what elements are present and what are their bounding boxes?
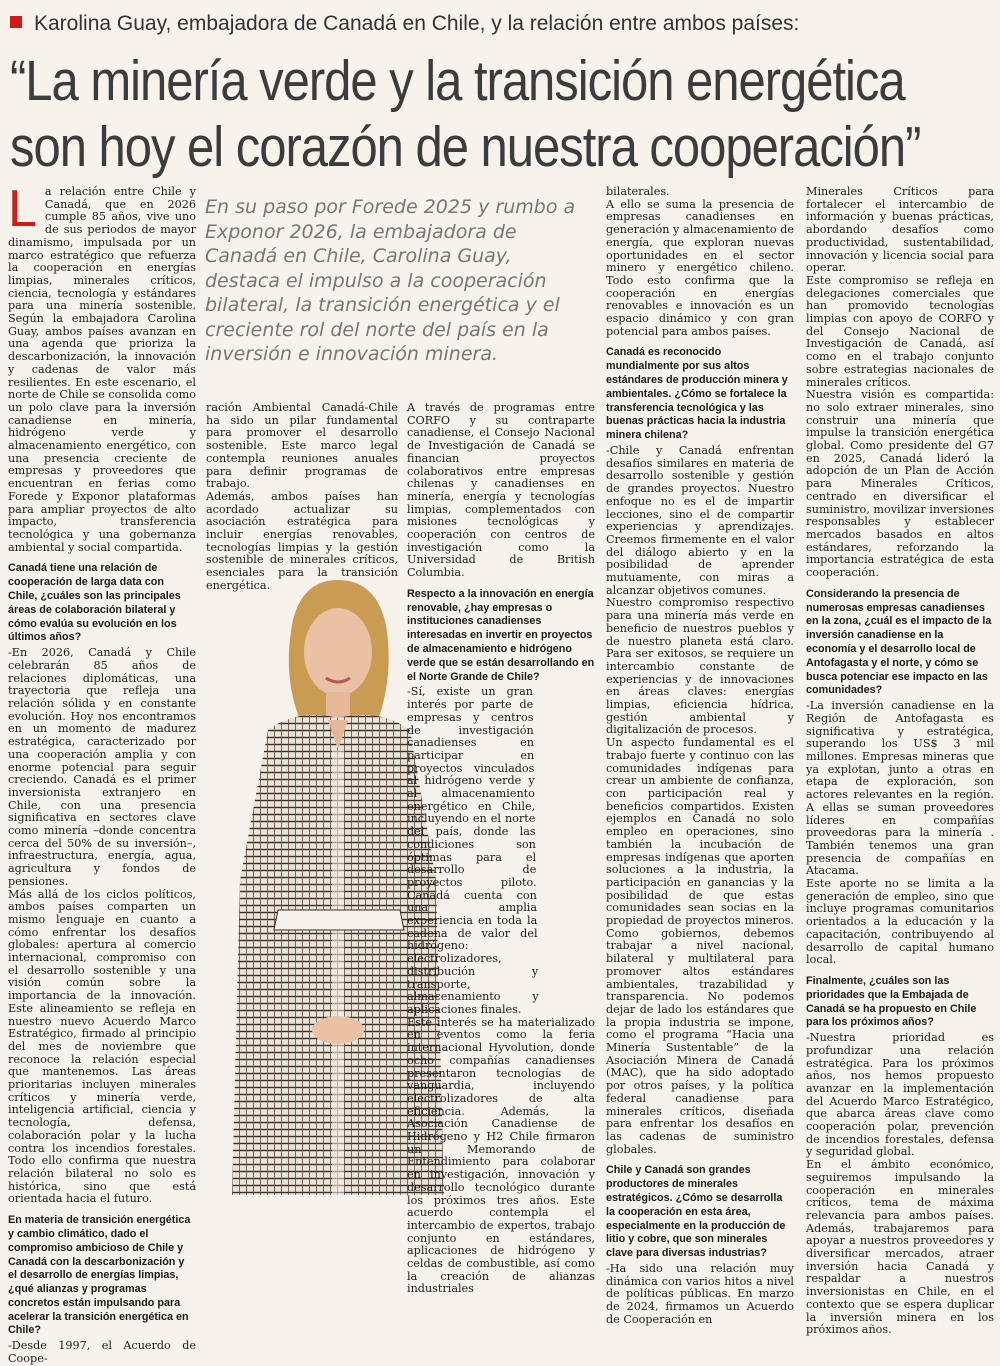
headline bbox=[10, 48, 921, 180]
answer-1: -En 2026, Canadá y Chile celebrarán 85 años de relaciones diplomáticas, una trayectoria que refleja una relación sólida y en constante evolución. Hoy nos encontramos en un momento de madurez estratégica, caracterizado por una cooperación amplia y con enorme potencial para seguir creciendo. Canadá es el primer inversionista extranjero en Chile, con una presencia significativa en sectores clave como minería –donde concentra cerca del 50% de su inversión–, infraestructura, energía, agua, agricultura y fondos de pensiones. bbox=[8, 646, 196, 888]
answer-6: -La inversión canadiense en la Región de Antofagasta es significativa y estratégica, superando los US$ 3 mil millones. Empresas mineras que ya explotan, junto a otras en etapa de exploración, son actores relevantes en la región. A ellas se suman proveedores líderes en compañías proveedoras para la minería . También tenemos una gran presencia de compañías en Atacama. bbox=[806, 699, 994, 878]
column-2 bbox=[206, 401, 398, 592]
drop-cap: L bbox=[8, 180, 37, 238]
answer-5-start: -Ha sido una relación muy dinámica con varios hitos a nivel de políticas públicas. En marzo de 2024, firmamos un Acuerdo de Cooperación en bbox=[606, 1261, 794, 1326]
answer-3b: Este interés se ha materializado en eventos como la feria internacional Hyvolution, donde ocho compañías canadienses presentaron tecnologías de vanguardia, incluyendo electrolizadores de alta eficiencia. Además, la Asociación Canadiense de Hidrógeno y H2 Chile firmaron un Memorando de Entendimiento para colaborar en investigación, innovación y desarrollo tecnológico durante los próximos tres años. Este acuerdo contempla el intercambio de expertos, trabajo conjunto en estándares, aplicaciones de hidrógeno y celdas de combustible, así como la creación de alianzas industriales bbox=[407, 1015, 595, 1296]
kicker-text: Karolina Guay, embajadora de Canadá en Chile, y la relación entre ambos países: bbox=[34, 12, 800, 35]
answer-3: -Sí, existe un gran interés por parte de empresas y centros de investigación canadienses en participar en proyectos vinculados al hidrógeno verde y al almacenamiento energético en Chile, incluyendo en el norte del país, donde las condiciones son óptimas para el desarrollo de proyectos piloto. Canadá cuenta con una amplia experiencia en toda la cadena de valor del hidrógeno: electrolizadores, distribución y transporte, almacenamiento y aplicaciones finales. bbox=[407, 685, 539, 1016]
col4-paragraph-1: bilaterales. bbox=[606, 185, 670, 198]
answer-7: -Nuestra prioridad es profundizar una relación estratégica. Para los próximos años, nos hemos propuesto avanzar en la implementación del Acuerdo Marco Estratégico, que abarca áreas clave como cooperación polar, prevención de incendios forestales, defensa y seguridad global. bbox=[806, 1031, 994, 1159]
headline-line-1: “La minería verde y la transición energética bbox=[10, 49, 905, 113]
red-square-icon bbox=[10, 16, 22, 28]
col5-paragraph-2: Este compromiso se refleja en delegaciones comerciales que han promovido tecnologías limpias con apoyo de CORFO y del Consejo Nacional de Investigación de Canadá, así como en el trabajo conjunto sobre estrategias nacionales de minerales críticos. bbox=[806, 273, 994, 389]
column-3 bbox=[407, 401, 595, 1296]
col2-paragraph-2: Además, ambos países han acordado actualizar su asociación estratégica para incluir energías renovables, tecnologías limpias y la gestión sostenible de minerales críticos, esenciales para la transición energética. bbox=[206, 489, 398, 592]
question-6: Considerando la presencia de numerosas empresas canadienses en la zona, ¿cuál es el impacto de la inversión canadiense en la economía y el desarrollo local de Antofagasta y el norte, y cómo se busca potenciar ese impacto en las comunidades? bbox=[806, 587, 992, 697]
col5-paragraph-1: Minerales Críticos para fortalecer el intercambio de información y buenas prácticas, abordando desafíos como productividad, sustentabilidad, innovación y licencia social para operar. bbox=[806, 185, 994, 275]
col3-paragraph-1: A través de programas entre CORFO y su contraparte canadiense, el Consejo Nacional de Investigación de Canadá se financian proyectos colaborativos entre empresas chilenas y canadienses en minería, energía y tecnologías limpias, complementados con misiones tecnológicas y cooperación con centros de investigación como la Universidad de British Columbia. bbox=[407, 401, 595, 580]
answer-4: -Chile y Canadá enfrentan desafíos similares en materia de desarrollo sostenible y gestión de grandes proyectos. Nuestro enfoque no es el de impartir lecciones, sino el de compartir experiencias y aprendizajes. Creemos firmemente en el valor del diálogo abierto y en la posibilidad de aprender mutuamente, con miras a alcanzar objetivos comunes. bbox=[606, 444, 794, 597]
col5-paragraph-3: Nuestra visión es compartida: no solo extraer minerales, sino construir una minería que impulse la transición energética global. Como presidente del G7 en 2025, Canadá lideró la adopción de un Plan de Acción para Minerales Críticos, centrado en diversificar el suministro, movilizar inversiones responsables y establecer mercados basados en altos estándares, reforzando la importancia estratégica de esta cooperación. bbox=[806, 388, 994, 580]
col4-paragraph-2: A ello se suma la presencia de empresas canadienses en generación y almacenamiento de energía, que exploran nuevas oportunidades en el sector minero y energético chileno. Todo esto confirma que la cooperación en energías renovables e innovación es un espacio dinámico y con gran potencial para ambos países. bbox=[606, 197, 794, 338]
answer-1b: Más allá de los ciclos políticos, ambos países comparten un mismo lenguaje en cuanto a cómo enfrentar los desafíos globales: apertura al comercio internacional, compromiso con el desarrollo sostenible y una visión común sobre la importancia de la innovación. Este alineamiento se refleja en nuestro nuevo Acuerdo Marco Estratégico, firmado al principio del mes de noviembre que reconoce la relación especial que mantenemos. Las áreas prioritarias incluyen minerales críticos y minería verde, inteligencia artificial, ciencia y tecnología, defensa, colaboración polar y la lucha contra los incendios forestales. Todo ello confirma que nuestra relación bilateral no solo es histórica, sino que está orientada hacia el futuro. bbox=[8, 887, 196, 1206]
headline-line-2: son hoy el corazón de nuestra cooperación” bbox=[10, 115, 921, 179]
question-2: En materia de transición energética y cambio climático, dado el compromiso ambicioso de Chile y Canadá con la descarbonización y el desarrollo de energías limpias, ¿qué alianzas y programas concretos están impulsando para acelerar la transición energética en Chile? bbox=[8, 1214, 191, 1337]
answer-4c: Un aspecto fundamental es el trabajo fuerte y continuo con las comunidades indígenas para crear un ambiente de confianza, con participación real y beneficios compartidos. Existen ejemplos en Canadá no solo empleo en operaciones, sino también la incubación de empresas indígenas que aporten soluciones a la industria, la participación en ganancias y la posibilidad de que estas comunidades sean socias en la propiedad de proyectos mineros. Como gobiernos, debemos trabajar a nivel nacional, bilateral y multilateral para promover altos estándares ambientales, trazabilidad y transparencia. No podemos dejar de lado los estándares que la propia industria se impone, como el programa “Hacia una Minería Sustentable” de la Asociación Minera de Canadá (MAC), que ha sido adoptado por otros países, y la política federal canadiense para minerales críticos, diseñada para enfrentar los desafíos en las cadenas de suministro globales. bbox=[606, 736, 794, 1156]
answer-4b: Nuestro compromiso respectivo para una minería más verde en beneficio de nuestros pueblos y de nuestro planeta está claro. Para ser exitosos, se requiere un intercambio constante de experiencias y de innovaciones en áreas claves: energías limpias, eficiencia hídrica, gestión ambiental y digitalización de procesos. bbox=[606, 596, 794, 737]
answer-6b: Este aporte no se limita a la generación de empleo, sino que incluye programas comunitarios orientados a la educación y la capacitación, contribuyendo al desarrollo de capital humano local. bbox=[806, 877, 994, 967]
lead-paragraph: En su paso por Forede 2025 y rumbo a Exponor 2026, la embajadora de Canadá en Chile, Carolina Guay, destaca el impulso a la cooperación bilateral, la transición energética y el creciente rol del norte del país en la inversión e innovación minera. bbox=[205, 196, 576, 365]
answer-7b: En el ámbito económico, seguiremos impulsando la cooperación en minerales críticos, tema de máxima relevancia para ambos países. Además, trabajaremos para apoyar a nuestros proveedores y diversificar mercados, atraer inversión hacia Canadá y respaldar a nuestros inversionistas en Chile, en el contexto que se espera duplicar la inversión minera en los próximos años. bbox=[806, 1158, 994, 1337]
intro-paragraph: a relación entre Chile y Canadá, que en 2026 cumple 85 años, vive uno de sus periodos de mayor dinamismo, impulsada por un marco estratégico que refuerza la cooperación en energías limpias, minerales críticos, ciencia, tecnología y estándares para una minería sostenible. Según la embajadora Carolina Guay, ambos países avanzan en una agenda que prioriza la descarbonización, la innovación y cadenas de valor más resilientes. En este escenario, el norte de Chile se consolida como un polo clave para la inversión canadiense en minería, hidrógeno verde y almacenamiento energético, con una presencia creciente de empresas y proveedores que encuentran en ferias como Forede y Exponor plataformas para ampliar proyectos de alto impacto, transferencia tecnológica y una gobernanza ambiental y social compartida. bbox=[8, 185, 196, 554]
question-1: Canadá tiene una relación de cooperación de larga data con Chile, ¿cuáles son las principales áreas de colaboración bilateral y cómo evalúa su evolución en los últimos años? bbox=[8, 562, 181, 644]
question-7: Finalmente, ¿cuáles son las prioridades que la Embajada de Canadá se ha propuesto en Chile para los próximos años? bbox=[806, 974, 977, 1029]
column-3-wrap-space bbox=[533, 686, 595, 1016]
column-5 bbox=[806, 185, 994, 1337]
col2-paragraph-1: ración Ambiental Canadá-Chile ha sido un pilar fundamental para promover el desarrollo sostenible. Este marco legal contempla reuniones anuales para definir programas de trabajo. bbox=[206, 401, 398, 491]
question-5: Chile y Canadá son grandes productores de minerales estratégicos. ¿Cómo se desarrolla la cooperación en esta área, especialmente en la producción de litio y cobre, que son minerales clave para diversas industrias? bbox=[606, 1164, 786, 1260]
column-4 bbox=[606, 185, 794, 1326]
question-3: Respecto a la innovación en energía renovable, ¿hay empresas o instituciones canadienses interesadas en invertir en proyectos de almacenamiento e hidrógeno verde que se están desarrollando en el Norte Grande de Chile? bbox=[407, 587, 595, 683]
question-4: Canadá es reconocido mundialmente por sus altos estándares de producción minera y ambientales. ¿Cómo se fortalece la transferencia tecnológica y las buenas prácticas hacia la industria minera chilena? bbox=[606, 346, 788, 442]
column-1 bbox=[8, 180, 196, 1365]
kicker bbox=[10, 12, 990, 42]
answer-2-start: -Desde 1997, el Acuerdo de Coope- bbox=[8, 1339, 196, 1365]
